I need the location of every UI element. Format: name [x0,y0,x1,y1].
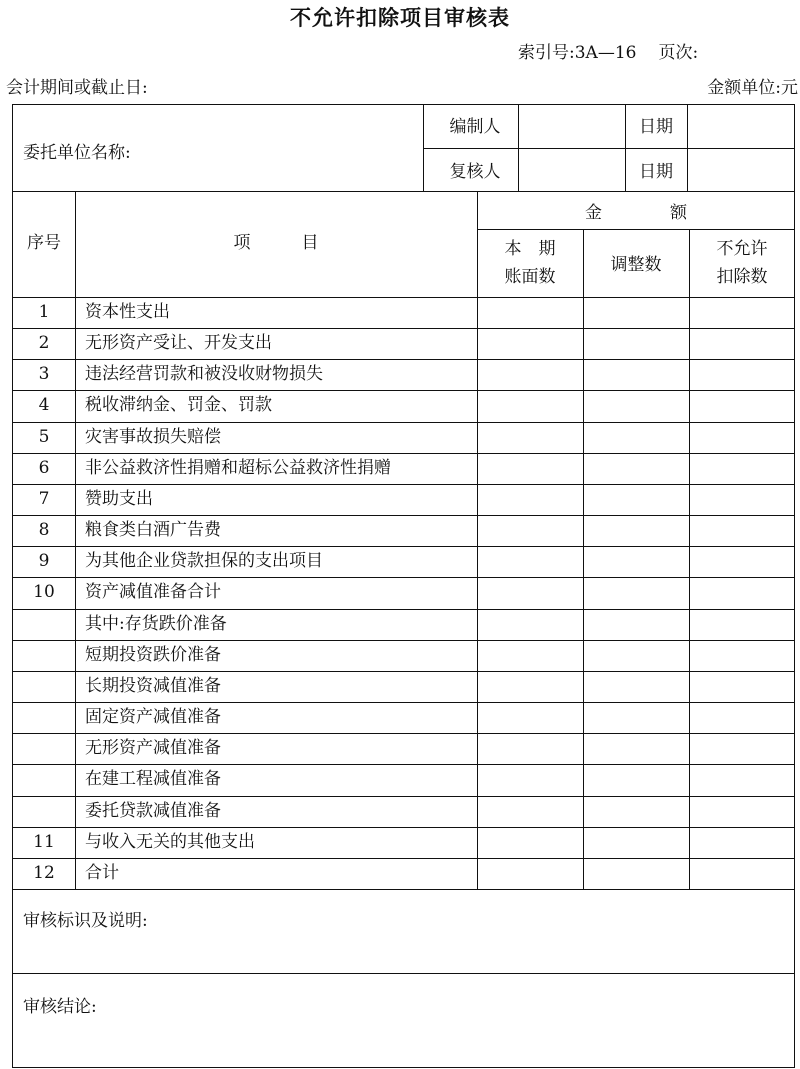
row-seq: 3 [38,364,50,385]
row-divider [13,422,795,423]
column-header-book-line1: 本 期 [504,239,556,259]
index-line [518,38,698,63]
form-title: 不允许扣除项目审核表 [290,6,510,30]
row-item: 税收滞纳金、罚金、罚款 [85,395,272,416]
row-item: 赞助支出 [85,488,153,509]
row-item: 粮食类白酒广告费 [85,520,221,541]
date-label-reviewer: 日期 [639,162,673,182]
divider-seq-item [75,191,76,889]
row-item: 固定资产减值准备 [85,707,221,728]
accounting-period-label: 会计期间或截止日: [6,78,148,98]
row-item: 与收入无关的其他支出 [85,831,255,852]
row-divider [13,515,795,516]
column-header-book-line2: 账面数 [504,267,556,287]
row-item: 短期投资跌价准备 [85,644,221,665]
row-divider [13,390,795,391]
column-header-disallow-line2: 扣除数 [716,267,768,287]
row-seq: 9 [38,551,50,572]
row-item: 灾害事故损失赔偿 [85,426,221,447]
divider-date-value [687,105,688,191]
row-item: 为其他企业贷款担保的支出项目 [85,551,323,572]
reviewer-label: 复核人 [449,162,501,182]
column-header-seq: 序号 [27,233,61,253]
row-seq: 8 [38,520,50,541]
divider-value-date [625,105,626,191]
row-seq: 7 [38,488,50,509]
audit-form-table [12,104,795,1068]
row-seq: 1 [38,302,50,322]
amount-unit-label: 金额单位:元 [707,78,798,98]
page-number-label: 页次: [658,43,699,63]
row-divider [13,546,795,547]
divider-header-bottom [13,191,795,192]
divider-preparer-reviewer [423,148,795,149]
row-divider [13,328,795,329]
row-divider [13,359,795,360]
row-item: 资本性支出 [85,302,170,322]
row-item: 长期投资减值准备 [85,675,221,696]
divider-client-preparer [423,105,424,191]
row-divider [13,453,795,454]
divider-table-bottom [13,889,795,890]
date-label-preparer: 日期 [639,117,673,137]
row-item: 非公益救济性捐赠和超标公益救济性捐赠 [85,457,391,478]
divider-item-amount [477,191,478,889]
row-divider [13,827,795,828]
row-divider [13,764,795,765]
row-seq: 10 [33,582,55,603]
row-item: 无形资产受让、开发支出 [85,333,272,354]
column-header-adjustment: 调整数 [610,255,662,275]
row-seq: 12 [33,862,55,883]
row-divider [13,733,795,734]
divider-column-header-bottom [13,297,795,298]
row-item: 委托贷款减值准备 [85,800,221,821]
column-header-amount: 金 额 [585,203,687,223]
row-item: 无形资产减值准备 [85,738,221,759]
client-name-label: 委托单位名称: [23,143,131,163]
row-divider [13,484,795,485]
row-divider [13,796,795,797]
index-number: 索引号:3A—16 [518,43,637,63]
row-seq: 11 [33,831,55,852]
row-divider [13,609,795,610]
row-item: 违法经营罚款和被没收财物损失 [85,364,323,385]
row-seq: 4 [38,395,50,416]
row-divider [13,577,795,578]
row-seq: 2 [38,333,50,354]
row-seq: 6 [38,457,50,478]
row-divider [13,671,795,672]
column-header-item: 项 目 [233,233,319,253]
divider-preparer-value [518,105,519,191]
row-divider [13,858,795,859]
row-item: 其中:存货跌价准备 [85,613,227,634]
preparer-label: 编制人 [449,117,501,137]
divider-amount-subheader [477,229,795,230]
row-item: 资产减值准备合计 [85,582,221,603]
row-seq: 5 [38,426,50,447]
row-divider [13,702,795,703]
row-divider [13,640,795,641]
row-item: 在建工程减值准备 [85,769,221,790]
row-item: 合计 [85,862,119,883]
divider-notes-conclusion [13,973,795,974]
review-conclusion-label: 审核结论: [23,997,97,1017]
column-header-disallow-line1: 不允许 [716,239,768,259]
review-notes-label: 审核标识及说明: [23,911,148,931]
